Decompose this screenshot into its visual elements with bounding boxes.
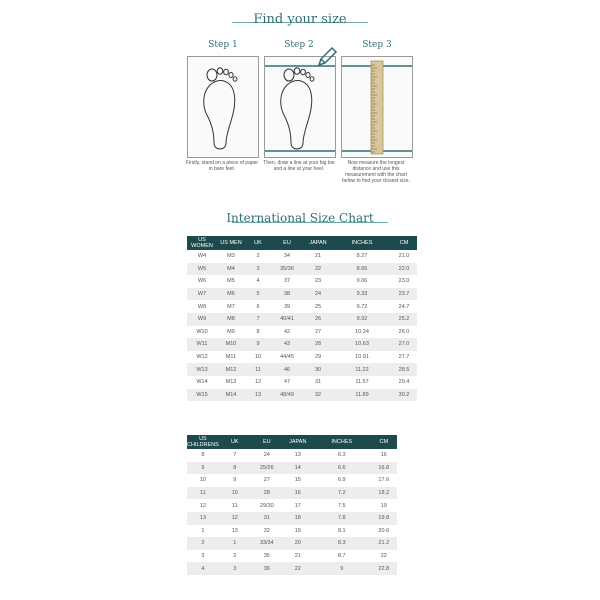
pencil-icon: [316, 46, 338, 68]
table-cell: 3: [245, 263, 271, 276]
table-row: [187, 474, 397, 487]
table-cell: 9.92: [333, 313, 391, 326]
table-cell: 32: [303, 389, 333, 402]
table-row: [187, 389, 417, 402]
footprint-lines-icon: [265, 57, 335, 157]
table-cell: 27: [314, 328, 322, 335]
table-cell: 17: [294, 502, 301, 509]
table-cell: 35: [263, 553, 270, 560]
table-cell: W10: [196, 328, 208, 335]
table-cell: 9.72: [356, 303, 368, 310]
table-cell: 39: [283, 303, 291, 310]
table-cell: 14: [283, 462, 313, 475]
table-cell: 22: [303, 263, 333, 276]
table-cell: 6.3: [337, 452, 346, 459]
column-header: INCHES: [333, 236, 391, 250]
table-cell: 22: [283, 562, 313, 575]
table-cell: 25.2: [391, 313, 417, 326]
table-row: [187, 263, 417, 276]
table-cell: 12: [254, 379, 262, 386]
table-cell: 33/34: [251, 537, 283, 550]
table-cell: 2: [256, 253, 260, 260]
table-cell: 1: [219, 537, 251, 550]
table-cell: W15: [187, 389, 217, 402]
table-cell: 22.8: [371, 562, 397, 575]
table-cell: 24: [263, 452, 270, 459]
table-row: [187, 499, 397, 512]
table-cell: 13: [245, 389, 271, 402]
table-cell: 10: [199, 477, 206, 484]
table-cell: 8.3: [313, 537, 371, 550]
table-cell: 42: [283, 328, 291, 335]
table-cell: 4: [187, 562, 219, 575]
table-cell: M9: [227, 328, 235, 335]
table-cell: 35/36: [271, 263, 303, 276]
table-cell: W9: [187, 313, 217, 326]
children-table-header: [187, 435, 397, 449]
table-cell: 28: [251, 487, 283, 500]
table-cell: 7.8: [313, 512, 371, 525]
table-cell: W14: [196, 379, 208, 386]
table-cell: 32: [263, 527, 270, 534]
table-cell: 10.63: [333, 338, 391, 351]
step-2-title: Step 2: [284, 40, 314, 50]
column-header: JAPAN: [303, 236, 333, 250]
ruler-icon: [342, 57, 412, 157]
table-row: [187, 376, 417, 389]
table-cell: 11.89: [333, 389, 391, 402]
table-row: [187, 449, 397, 462]
table-row: [187, 525, 397, 538]
table-cell: 34: [283, 253, 291, 260]
table-cell: 20: [283, 537, 313, 550]
table-cell: 16.8: [371, 462, 397, 475]
table-cell: 21.2: [371, 537, 397, 550]
table-cell: 30.2: [391, 389, 417, 402]
table-row: [187, 313, 417, 326]
table-cell: 8.27: [356, 253, 368, 260]
table-cell: 7: [245, 313, 271, 326]
table-cell: 23.0: [398, 278, 410, 285]
table-cell: 19: [380, 502, 387, 509]
step-1-illustration: [187, 56, 259, 158]
table-cell: 10: [254, 354, 262, 361]
step-3-illustration: [341, 56, 413, 158]
table-cell: 13: [294, 452, 301, 459]
table-cell: W6: [197, 278, 207, 285]
table-cell: 9: [233, 477, 237, 484]
table-cell: 36: [251, 562, 283, 575]
table-cell: 7.5: [337, 502, 346, 509]
table-cell: 13: [231, 527, 238, 534]
table-cell: 21.0: [398, 253, 410, 260]
table-cell: 7.2: [313, 487, 371, 500]
table-cell: 17.6: [378, 477, 390, 484]
table-cell: 6: [256, 303, 260, 310]
table-cell: 23.7: [391, 288, 417, 301]
page-title: Find your size: [253, 12, 347, 27]
table-cell: M4: [217, 263, 245, 276]
table-cell: 38: [271, 288, 303, 301]
table-cell: M10: [217, 338, 245, 351]
table-row: [187, 550, 397, 563]
table-cell: 4: [256, 278, 260, 285]
table-row: [187, 363, 417, 376]
table-cell: 16: [283, 487, 313, 500]
step-1-text: Firstly, stand on a piece of paper in bare feet.: [185, 160, 259, 172]
table-cell: 1: [201, 527, 205, 534]
adult-table-header: [187, 236, 417, 250]
table-cell: 11.57: [355, 379, 369, 386]
table-cell: 27.0: [391, 338, 417, 351]
table-cell: W4: [197, 253, 207, 260]
table-cell: 11.22: [333, 363, 391, 376]
table-cell: M13: [225, 379, 237, 386]
column-header: US MEN: [217, 236, 245, 250]
step-3-title: Step 3: [362, 40, 392, 50]
children-size-table: [187, 435, 397, 575]
table-cell: 20.6: [378, 527, 390, 534]
table-cell: 31: [314, 379, 322, 386]
table-cell: 25: [314, 303, 322, 310]
table-cell: 10.24: [355, 328, 369, 335]
table-cell: 19.8: [371, 512, 397, 525]
adult-size-table: [187, 236, 417, 401]
table-row: [187, 338, 417, 351]
step-2-text: Then, draw a line at your big toe and a line at your heel.: [263, 160, 335, 172]
table-cell: W11: [187, 338, 217, 351]
table-cell: 10.91: [355, 354, 369, 361]
column-header: CM: [371, 435, 397, 449]
table-row: [187, 250, 417, 263]
table-cell: 12: [219, 512, 251, 525]
table-cell: 8: [201, 452, 205, 459]
column-header: US WOMEN: [187, 236, 217, 250]
table-row: [187, 462, 397, 475]
table-cell: 6.6: [313, 462, 371, 475]
column-header: EU: [271, 236, 303, 250]
table-cell: 47: [283, 379, 291, 386]
step-1-title: Step 1: [208, 40, 238, 50]
table-cell: 31: [251, 512, 283, 525]
table-cell: 24.7: [398, 303, 410, 310]
table-cell: 15: [294, 477, 301, 484]
table-cell: 29.4: [398, 379, 410, 386]
table-cell: 11: [231, 502, 238, 509]
table-cell: 29/30: [259, 502, 274, 509]
table-cell: 8.1: [337, 527, 346, 534]
table-cell: 29: [314, 354, 322, 361]
column-header: CM: [391, 236, 417, 250]
table-cell: 25/26: [251, 462, 283, 475]
table-cell: 28.5: [391, 363, 417, 376]
table-row: [187, 487, 397, 500]
table-cell: 9: [245, 338, 271, 351]
table-cell: 6.9: [337, 477, 346, 484]
table-cell: 22.0: [391, 263, 417, 276]
chart-title: International Size Chart: [226, 211, 374, 225]
table-cell: 23: [314, 278, 322, 285]
table-cell: 8.7: [337, 553, 346, 560]
table-cell: 37: [283, 278, 291, 285]
table-cell: 9.06: [356, 278, 368, 285]
table-cell: M12: [217, 363, 245, 376]
table-row: [187, 275, 417, 288]
table-cell: 46: [271, 363, 303, 376]
table-cell: 21: [314, 253, 322, 260]
table-cell: 13: [187, 512, 219, 525]
column-header: EU: [251, 435, 283, 449]
table-cell: 8: [256, 328, 260, 335]
table-cell: 19: [294, 527, 301, 534]
table-cell: W8: [197, 303, 207, 310]
table-row: [187, 288, 417, 301]
column-header: UK: [219, 435, 251, 449]
table-cell: 11: [187, 487, 219, 500]
table-cell: 26.0: [398, 328, 410, 335]
table-cell: M6: [217, 288, 245, 301]
table-cell: 26: [303, 313, 333, 326]
table-cell: W7: [187, 288, 217, 301]
table-cell: 27.7: [398, 354, 410, 361]
table-cell: 8.66: [333, 263, 391, 276]
table-cell: 40/41: [271, 313, 303, 326]
table-cell: 24: [303, 288, 333, 301]
table-cell: 18.2: [371, 487, 397, 500]
table-cell: M7: [227, 303, 235, 310]
table-cell: W13: [187, 363, 217, 376]
table-cell: 48/49: [271, 389, 303, 402]
table-cell: 12: [199, 502, 206, 509]
table-cell: 3: [219, 562, 251, 575]
table-cell: 9: [187, 462, 219, 475]
table-cell: M11: [225, 354, 237, 361]
table-cell: 21: [294, 553, 301, 560]
table-cell: 11: [245, 363, 271, 376]
table-cell: 30: [303, 363, 333, 376]
table-row: [187, 300, 417, 313]
column-header: US CHILDRENS: [187, 436, 219, 448]
table-cell: 3: [201, 553, 205, 560]
table-cell: W5: [187, 263, 217, 276]
table-cell: M5: [227, 278, 235, 285]
column-header: INCHES: [313, 435, 371, 449]
table-cell: M8: [217, 313, 245, 326]
table-cell: 27: [263, 477, 270, 484]
step-3-text: Now measure the longest distance and use this measurement with the chart below to find your closest size.: [342, 160, 410, 184]
table-cell: 9: [313, 562, 371, 575]
table-row: [187, 562, 397, 575]
table-cell: M14: [217, 389, 245, 402]
table-row: [187, 537, 397, 550]
table-cell: 16: [380, 452, 387, 459]
footprint-icon: [188, 57, 258, 157]
table-cell: 28: [303, 338, 333, 351]
table-cell: 9.33: [333, 288, 391, 301]
table-row: [187, 326, 417, 339]
table-cell: M3: [227, 253, 235, 260]
table-cell: 2: [233, 553, 237, 560]
table-cell: 22: [380, 553, 387, 560]
table-cell: 10: [219, 487, 251, 500]
table-cell: W12: [196, 354, 208, 361]
table-cell: 8: [219, 462, 251, 475]
table-cell: 18: [283, 512, 313, 525]
table-row: [187, 351, 417, 364]
table-cell: 7: [233, 452, 237, 459]
table-cell: 2: [187, 537, 219, 550]
step-2-illustration: [264, 56, 336, 158]
table-cell: 44/45: [280, 354, 294, 361]
table-cell: 43: [271, 338, 303, 351]
table-cell: 5: [245, 288, 271, 301]
column-header: JAPAN: [283, 435, 313, 449]
table-row: [187, 512, 397, 525]
column-header: UK: [245, 236, 271, 250]
